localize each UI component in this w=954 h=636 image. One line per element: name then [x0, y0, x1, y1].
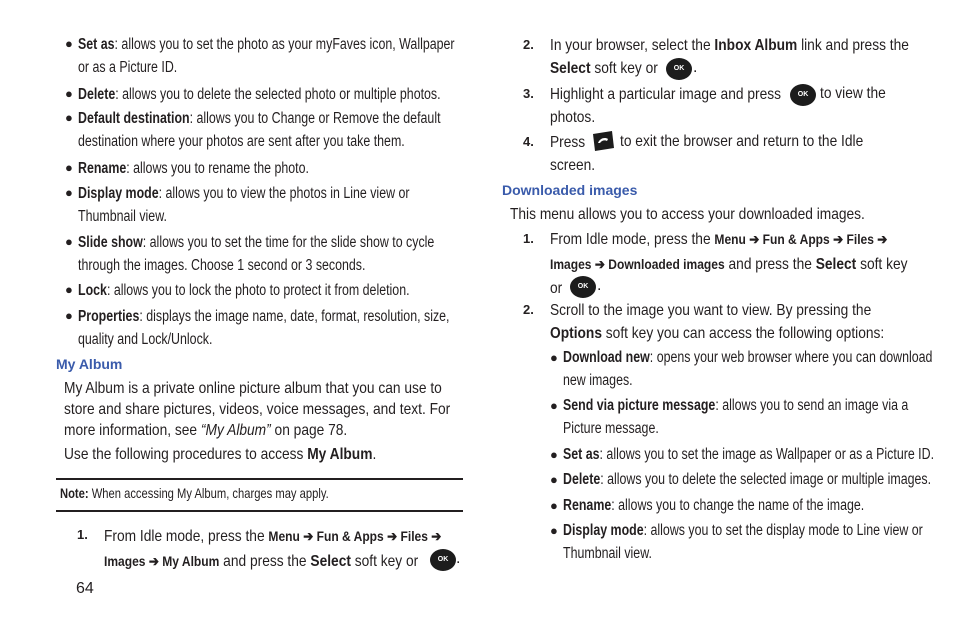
section-heading-downloaded-images: Downloaded images	[502, 182, 638, 198]
bullet-display-mode: Display mode: allows you to set the display mode to Line view or Thumbnail view.	[563, 522, 923, 562]
bullet-set-as: Set as: allows you to set the photo as your myFaves icon, Wallpaper or as a Picture ID.	[78, 36, 455, 76]
ok-key-icon: OK	[430, 549, 456, 571]
step-4-line1-end: to exit the browser and return to the Idle	[620, 133, 864, 150]
bullet-default-destination: Default destination: allows you to Change or Remove the default destination where your photos are sent after you take them.	[78, 110, 441, 150]
procedure-intro: Use the following procedures to access My Album.	[64, 446, 377, 463]
bullet-delete: Delete: allows you to delete the selected photo or multiple photos.	[78, 86, 441, 103]
bullet-dot: ●	[65, 36, 73, 51]
bullet-display-mode: Display mode: allows you to view the photos in Line view or Thumbnail view.	[78, 185, 410, 225]
step-2-end: .	[693, 59, 698, 76]
step-1-end: .	[456, 550, 461, 567]
ok-key-icon: OK	[666, 58, 692, 80]
bullet-dot: ●	[65, 308, 73, 323]
bullet-lock: Lock: allows you to lock the photo to protect it from deletion.	[78, 282, 410, 299]
step-number: 1.	[523, 231, 534, 246]
step-1-text: From Idle mode, press the Menu ➔ Fun & Apps ➔ Files ➔ Images ➔ Downloaded images and press the Select soft key or	[550, 231, 908, 297]
bullet-slide-show: Slide show: allows you to set the time for the slide show to cycle through the images. Choose 1 second or 3 seconds.	[78, 234, 435, 274]
note: Note: When accessing My Album, charges may apply.	[60, 485, 329, 501]
bullet-properties: Properties: displays the image name, date, format, resolution, size, quality and Lock/Unlock.	[78, 308, 450, 348]
step-1-text: From Idle mode, press the Menu ➔ Fun & Apps ➔ Files ➔ Images ➔ My Album and press the Select soft key or	[104, 528, 442, 570]
section-heading-my-album: My Album	[56, 356, 123, 372]
step-number: 4.	[523, 134, 534, 149]
step-number: 2.	[523, 37, 534, 52]
ok-key-icon: OK	[790, 84, 816, 106]
step-number: 3.	[523, 86, 534, 101]
bullet-delete: Delete: allows you to delete the selected image or multiple images.	[563, 471, 932, 488]
ok-key-icon: OK	[570, 276, 596, 298]
step-4-text: Press screen.	[550, 134, 596, 174]
step-2-text: In your browser, select the Inbox Album link and press the Select soft key or	[550, 37, 909, 77]
bullet-rename: Rename: allows you to change the name of the image.	[563, 497, 865, 514]
bullet-rename: Rename: allows you to rename the photo.	[78, 160, 309, 177]
bullet-dot: ●	[65, 185, 73, 200]
bullet-dot: ●	[550, 398, 558, 413]
cross-reference: “My Album”	[200, 422, 271, 439]
downloaded-intro: This menu allows you to access your downloaded images.	[510, 206, 865, 223]
bullet-dot: ●	[65, 234, 73, 249]
bullet-dot: ●	[550, 523, 558, 538]
bullet-dot: ●	[550, 447, 558, 462]
bullet-dot: ●	[550, 350, 558, 365]
step-3-line1-end: to view the	[820, 85, 886, 102]
step-1-end: .	[597, 277, 602, 294]
bullet-dot: ●	[65, 160, 73, 175]
bullet-dot: ●	[65, 86, 73, 101]
step-2-text: Scroll to the image you want to view. By pressing the Options soft key you can access the following options:	[550, 302, 885, 342]
page-number: 64	[76, 580, 94, 597]
bullet-download-new: Download new: opens your web browser where you can download new images.	[563, 349, 933, 389]
bullet-send-via-picture-message: Send via picture message: allows you to send an image via a Picture message.	[563, 397, 909, 437]
step-number: 1.	[77, 527, 88, 542]
bullet-set-as: Set as: allows you to set the image as Wallpaper or as a Picture ID.	[563, 446, 935, 463]
bullet-dot: ●	[550, 472, 558, 487]
my-album-description: My Album is a private online picture album that you can use to store and share pictures, videos, voice messages, and text. For more information, see “My Album” on page 78.	[64, 380, 451, 439]
note-bottom-rule	[56, 510, 463, 512]
bullet-dot: ●	[65, 282, 73, 297]
end-key-icon	[590, 130, 616, 152]
note-top-rule	[56, 478, 463, 480]
step-3-text: Highlight a particular image and press photos.	[550, 86, 781, 126]
step-number: 2.	[523, 302, 534, 317]
bullet-dot: ●	[65, 110, 73, 125]
bullet-dot: ●	[550, 498, 558, 513]
